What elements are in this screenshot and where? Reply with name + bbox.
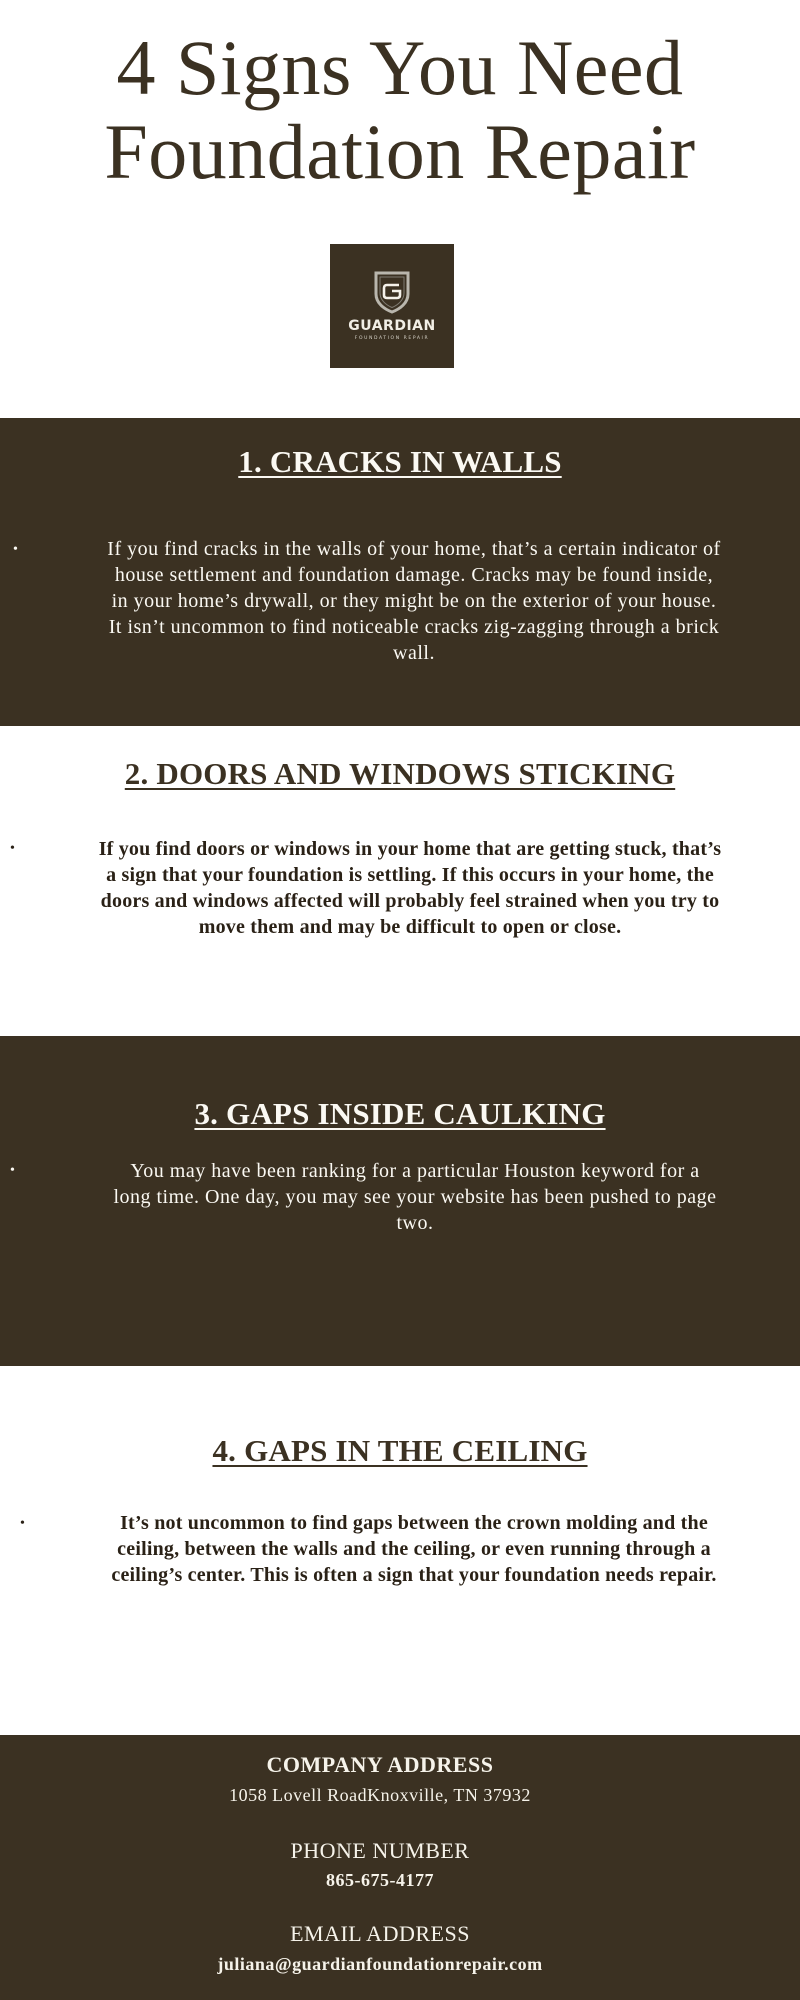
- body-line: ceiling, between the walls and the ceiling, or even running through a: [117, 1538, 711, 1560]
- bullet-icon: •: [20, 1516, 25, 1531]
- email-label: EMAIL ADDRESS: [290, 1921, 470, 1946]
- body-line: move them and may be difficult to open or close.: [198, 916, 622, 938]
- body-line: long time. One day, you may see your website has been pushed to page: [113, 1186, 717, 1208]
- body-line: It isn’t uncommon to find noticeable cracks zig-zagging through a brick: [108, 616, 720, 638]
- page-title: [0, 26, 800, 194]
- page-title-line-1: 4 Signs You Need: [116, 24, 684, 111]
- body-line: If you find doors or windows in your home that are getting stuck, that’s: [98, 838, 722, 860]
- email-link[interactable]: juliana@guardianfoundationrepair.com: [217, 1954, 543, 1974]
- body-line: house settlement and foundation damage. Cracks may be found inside,: [114, 564, 714, 586]
- address-value: 1058 Lovell RoadKnoxville, TN 37932: [229, 1785, 531, 1805]
- body-line: wall.: [393, 642, 435, 664]
- body-line: ceiling’s center. This is often a sign that your foundation needs repair.: [111, 1564, 717, 1586]
- section-doors-windows-sticking: [0, 726, 800, 1036]
- section-cracks-in-walls: [0, 418, 800, 726]
- section-title: 1. CRACKS IN WALLS: [238, 444, 562, 479]
- section-body: [38, 1510, 790, 1588]
- body-line: doors and windows affected will probably feel strained when you try to: [100, 890, 720, 912]
- bullet-icon: •: [13, 542, 18, 557]
- header: [0, 0, 800, 418]
- body-line: You may have been ranking for a particular Houston keyword for a: [130, 1160, 700, 1182]
- section-body: [28, 536, 800, 666]
- contact-footer: [0, 1735, 800, 2000]
- section-title: 4. GAPS IN THE CEILING: [212, 1433, 588, 1468]
- bullet-icon: •: [10, 841, 15, 856]
- page-title-line-2: Foundation Repair: [104, 108, 696, 195]
- section-title: 2. DOORS AND WINDOWS STICKING: [124, 756, 676, 791]
- logo-wordmark: GUARDIAN: [348, 318, 436, 334]
- body-line: two.: [396, 1212, 434, 1234]
- body-line: in your home’s drywall, or they might be on the exterior of your house.: [111, 590, 717, 612]
- section-gaps-in-ceiling: [0, 1366, 800, 1735]
- section-body: [28, 836, 792, 940]
- section-body: [30, 1158, 800, 1236]
- section-gaps-inside-caulking: [0, 1036, 800, 1366]
- section-title: 3. GAPS INSIDE CAULKING: [194, 1096, 606, 1131]
- logo-subtitle: FOUNDATION REPAIR: [354, 336, 430, 341]
- body-line: a sign that your foundation is settling. If this occurs in your home, the: [106, 864, 714, 886]
- phone-link[interactable]: 865-675-4177: [326, 1870, 434, 1890]
- body-line: If you find cracks in the walls of your home, that’s a certain indicator of: [107, 538, 721, 560]
- shield-g-icon: [373, 270, 411, 314]
- guardian-logo: [330, 244, 454, 368]
- bullet-icon: •: [10, 1163, 15, 1178]
- address-label: COMPANY ADDRESS: [266, 1752, 494, 1777]
- phone-label: PHONE NUMBER: [290, 1838, 470, 1863]
- body-line: It’s not uncommon to find gaps between the crown molding and the: [120, 1512, 708, 1534]
